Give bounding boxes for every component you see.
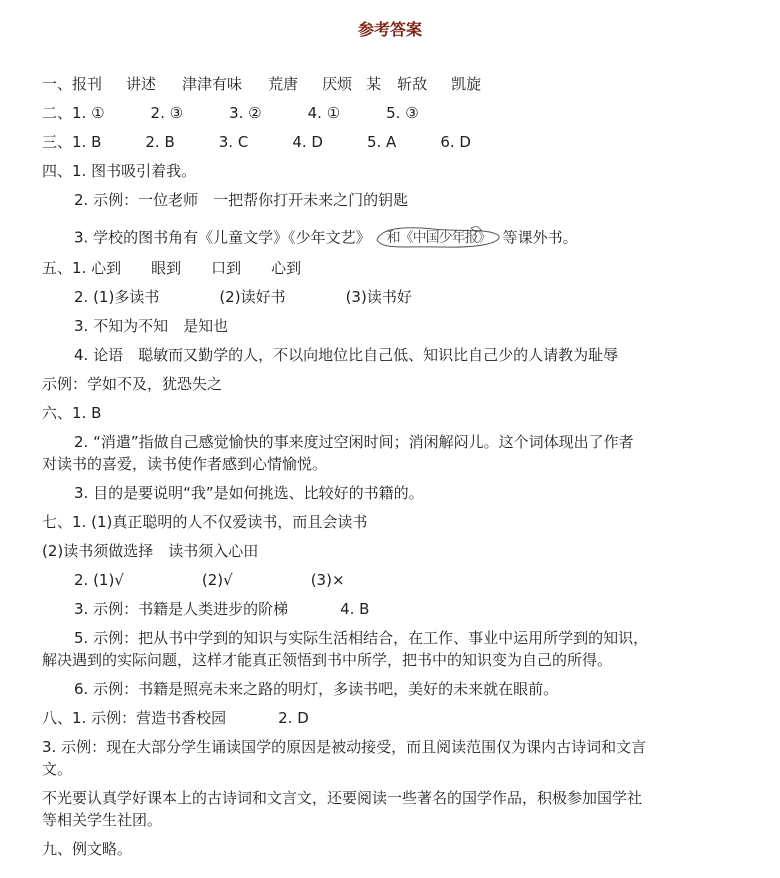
answer-line: 4. 论语 聪敏而又勤学的人，不以向地位比自己低、知识比自己少的人请教为耻辱 bbox=[74, 346, 619, 364]
answer-line: 2. 示例：一位老师 一把帮你打开未来之门的钥匙 bbox=[74, 191, 409, 209]
section-number: 五、 bbox=[42, 259, 73, 277]
answer-line: 3. 目的是要说明“我”是如何挑选、比较好的书籍的。 bbox=[74, 484, 424, 502]
section-3 bbox=[42, 131, 471, 153]
answer-item: 凯旋 bbox=[451, 75, 482, 93]
answer-item: 2. B bbox=[145, 133, 175, 151]
answer-line: 6. 示例：书籍是照亮未来之路的明灯，多读书吧，美好的未来就在眼前。 bbox=[74, 680, 559, 698]
answer-text: 等课外书。 bbox=[502, 228, 578, 247]
answer-item: 口到 bbox=[211, 259, 242, 277]
answer-item: 3. 示例：书籍是人类进步的阶梯 bbox=[74, 600, 289, 618]
section-1 bbox=[42, 73, 481, 95]
answer-item: 4. B bbox=[340, 600, 370, 618]
page-title: 参考答案 bbox=[357, 20, 422, 39]
answer-item: (2)√ bbox=[201, 571, 233, 589]
answer-line: 3. 不知为不知 是知也 bbox=[74, 317, 229, 335]
answer-item: 1. B bbox=[72, 404, 102, 422]
section-9 bbox=[42, 838, 132, 860]
answer-item: 1. ① bbox=[72, 104, 105, 122]
section-number: 九、 bbox=[42, 840, 73, 858]
answer-line: (2)读书须做选择 读书须入心田 bbox=[42, 542, 259, 560]
answer-item: 报刊 bbox=[72, 75, 103, 93]
answer-item: 1. (1)真正聪明的人不仅爱读书，而且会读书 bbox=[72, 513, 368, 531]
answer-line bbox=[74, 598, 369, 620]
stamp-text: 和《中国少年报》 bbox=[386, 230, 491, 246]
section-number: 七、 bbox=[42, 513, 73, 531]
answer-item: 5. ③ bbox=[386, 104, 419, 122]
answer-item: 讲述 bbox=[126, 75, 157, 93]
answer-item: 某 bbox=[366, 75, 382, 93]
section-5 bbox=[42, 257, 301, 279]
answer-item: 1. 心到 bbox=[72, 259, 122, 277]
section-7 bbox=[42, 511, 367, 533]
answer-text: 3. 学校的图书角有《儿童文学》《少年文艺》 bbox=[74, 228, 371, 247]
section-4 bbox=[42, 160, 196, 182]
answer-line: 3. 示例：现在大部分学生诵读国学的原因是被动接受，而且阅读范围仅为课内古诗词和文言 bbox=[42, 738, 647, 756]
answer-line: 文。 bbox=[42, 760, 73, 778]
answer-item: 例文略。 bbox=[72, 840, 133, 858]
answer-item: (3)读书好 bbox=[345, 288, 412, 306]
answer-line bbox=[74, 569, 345, 591]
answer-item: 厌烦 bbox=[322, 75, 353, 93]
answer-line: 等相关学生社团。 bbox=[42, 811, 163, 829]
answer-line: 不光要认真学好课本上的古诗词和文言文，还要阅读一些著名的国学作品，积极参加国学社 bbox=[42, 789, 643, 807]
answer-item: 心到 bbox=[271, 259, 302, 277]
section-number: 二、 bbox=[42, 104, 73, 122]
answer-item: 3. C bbox=[218, 133, 249, 151]
answer-line bbox=[74, 286, 412, 308]
answer-item: 荒唐 bbox=[268, 75, 299, 93]
answer-line: 示例：学如不及，犹恐失之 bbox=[42, 375, 223, 393]
answer-item: 4. D bbox=[292, 133, 323, 151]
answer-item: 2. (1)多读书 bbox=[74, 288, 160, 306]
answer-line bbox=[74, 226, 578, 250]
answer-item: 2. (1)√ bbox=[74, 571, 124, 589]
answer-line: 2. “消遣”指做自己感觉愉快的事来度过空闲时间；消闲解闷儿。这个词体现出了作者 bbox=[74, 433, 634, 451]
answer-item: 4. ① bbox=[307, 104, 341, 122]
section-8 bbox=[42, 707, 309, 729]
section-6 bbox=[42, 402, 101, 424]
answer-item: 6. D bbox=[440, 133, 471, 151]
section-number: 六、 bbox=[42, 404, 73, 422]
section-number: 一、 bbox=[42, 75, 73, 93]
stamp-image bbox=[373, 226, 503, 250]
answer-item: 眼到 bbox=[151, 259, 182, 277]
answer-item: 2. ③ bbox=[150, 104, 184, 122]
answer-item: 斩敌 bbox=[397, 75, 428, 93]
answer-item: (2)读好书 bbox=[219, 288, 286, 306]
section-number: 三、 bbox=[42, 133, 73, 151]
answer-item: 2. D bbox=[278, 709, 309, 727]
answer-item: (3)× bbox=[310, 571, 345, 589]
answer-line: 对读书的喜爱，读书使作者感到心情愉悦。 bbox=[42, 455, 328, 473]
answer-line: 5. 示例：把从书中学到的知识与实际生活相结合，在工作、事业中运用所学到的知识， bbox=[74, 629, 649, 647]
answer-line: 解决遇到的实际问题，这样才能真正领悟到书中所学，把书中的知识变为自己的所得。 bbox=[42, 651, 613, 669]
answer-item: 津津有味 bbox=[182, 75, 243, 93]
answer-item: 5. A bbox=[366, 133, 397, 151]
section-2 bbox=[42, 102, 419, 124]
section-number: 八、 bbox=[42, 709, 73, 727]
answer-item: 1. B bbox=[72, 133, 102, 151]
answer-item: 1. 示例：营造书香校园 bbox=[72, 709, 227, 727]
answer-item: 1. 图书吸引着我。 bbox=[72, 162, 197, 180]
answer-item: 3. ② bbox=[229, 104, 262, 122]
section-number: 四、 bbox=[42, 162, 73, 180]
